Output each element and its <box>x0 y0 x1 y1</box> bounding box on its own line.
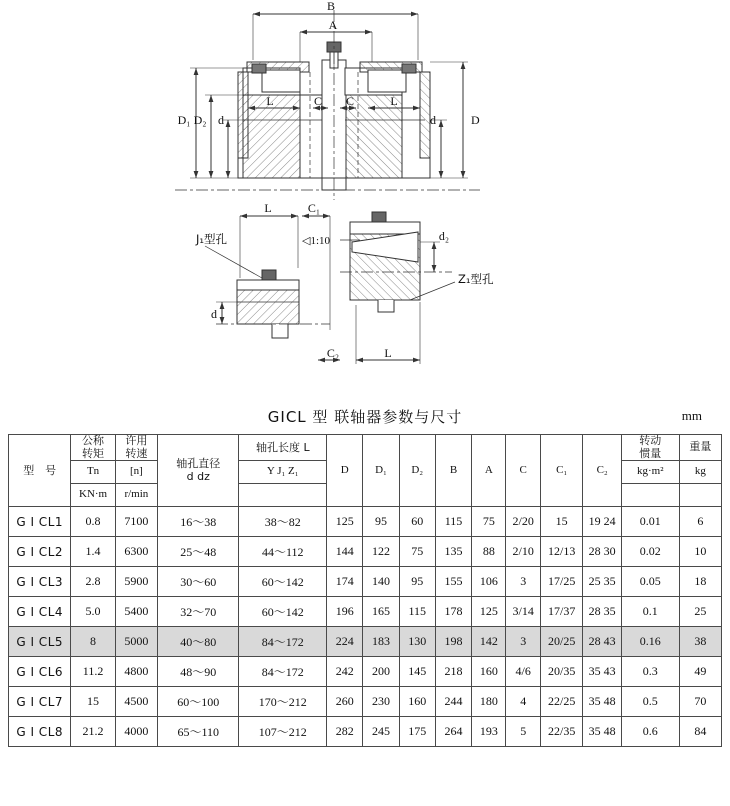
cell-D2: 95 <box>399 567 435 597</box>
label-D2: D₂ <box>193 113 207 127</box>
cell-n: 4000 <box>115 717 157 747</box>
table-row <box>9 687 722 717</box>
label-L-detail-left: L <box>264 201 272 215</box>
table-row <box>9 537 722 567</box>
header-bore-len-sub: Y J₁ Z₁ <box>239 461 327 484</box>
cell-model: G I CL8 <box>9 717 71 747</box>
cell-D1: 140 <box>363 567 399 597</box>
label-D1: D₁ <box>177 113 191 127</box>
cell-Tn: 8 <box>71 627 115 657</box>
cell-B: 264 <box>435 717 471 747</box>
header-C1: C₁ <box>540 435 582 507</box>
cell-n: 4800 <box>115 657 157 687</box>
label-d-detail: d <box>211 307 217 321</box>
cell-inertia: 0.5 <box>621 687 679 717</box>
header-weight-unit: kg <box>679 461 721 484</box>
cell-D2: 130 <box>399 627 435 657</box>
cell-L: 44～112 <box>239 537 327 567</box>
cell-L: 84～172 <box>239 657 327 687</box>
cell-C1: 17/37 <box>540 597 582 627</box>
label-C2: C₂ <box>326 346 340 360</box>
cell-D1: 230 <box>363 687 399 717</box>
cell-weight: 38 <box>679 627 721 657</box>
cell-C: 2/20 <box>506 507 540 537</box>
cell-weight: 10 <box>679 537 721 567</box>
cell-n: 4500 <box>115 687 157 717</box>
header-bore-dia-sym: d dz <box>186 469 210 483</box>
cell-weight: 49 <box>679 657 721 687</box>
cell-model: G I CL5 <box>9 627 71 657</box>
header-B: B <box>435 435 471 507</box>
header-torque-sym: Tn <box>71 461 115 484</box>
cell-model: G I CL1 <box>9 507 71 537</box>
cell-L: 107～212 <box>239 717 327 747</box>
cell-C2: 25 35 <box>583 567 622 597</box>
cell-D2: 60 <box>399 507 435 537</box>
cell-d: 30～60 <box>158 567 239 597</box>
specification-table <box>8 434 722 747</box>
cell-C2: 35 48 <box>583 717 622 747</box>
header-bore-dia <box>158 435 239 507</box>
header-C2: C₂ <box>583 435 622 507</box>
cell-B: 155 <box>435 567 471 597</box>
cell-A: 193 <box>472 717 506 747</box>
header-torque-cn: 公称 转矩 <box>71 435 115 461</box>
cell-C: 4 <box>506 687 540 717</box>
cell-inertia: 0.01 <box>621 507 679 537</box>
cell-C1: 17/25 <box>540 567 582 597</box>
coupling-drawing-svg <box>0 0 730 400</box>
cell-D2: 160 <box>399 687 435 717</box>
cell-d: 32～70 <box>158 597 239 627</box>
header-bore-dia-cn: 轴孔直径 <box>176 457 221 470</box>
unit-label: mm <box>681 408 702 423</box>
cell-n: 6300 <box>115 537 157 567</box>
cell-inertia: 0.3 <box>621 657 679 687</box>
cell-D: 174 <box>327 567 363 597</box>
cell-weight: 70 <box>679 687 721 717</box>
table-body <box>9 507 722 747</box>
cell-inertia: 0.02 <box>621 537 679 567</box>
cell-C: 3/14 <box>506 597 540 627</box>
cell-C2: 28 30 <box>583 537 622 567</box>
label-z1-hole: Z₁型孔 <box>458 272 494 286</box>
label-j1-hole: J₁型孔 <box>196 232 228 246</box>
cell-Tn: 11.2 <box>71 657 115 687</box>
label-d2-detail: d₂ <box>438 229 450 243</box>
label-taper: ◁1:10 <box>301 235 330 247</box>
cell-Tn: 1.4 <box>71 537 115 567</box>
cell-D1: 122 <box>363 537 399 567</box>
cell-D1: 95 <box>363 507 399 537</box>
cell-B: 244 <box>435 687 471 717</box>
cell-Tn: 2.8 <box>71 567 115 597</box>
cell-D: 242 <box>327 657 363 687</box>
cell-weight: 6 <box>679 507 721 537</box>
cell-A: 180 <box>472 687 506 717</box>
cell-B: 178 <box>435 597 471 627</box>
cell-C: 3 <box>506 567 540 597</box>
cell-D2: 175 <box>399 717 435 747</box>
table-row <box>9 627 722 657</box>
label-C1: C₁ <box>307 201 321 215</box>
cell-A: 125 <box>472 597 506 627</box>
header-inertia-unit: kg·m² <box>621 461 679 484</box>
cell-inertia: 0.16 <box>621 627 679 657</box>
cell-C1: 22/35 <box>540 717 582 747</box>
cell-C1: 22/25 <box>540 687 582 717</box>
cell-inertia: 0.1 <box>621 597 679 627</box>
cell-A: 142 <box>472 627 506 657</box>
header-D2: D₂ <box>399 435 435 507</box>
cell-d: 65～110 <box>158 717 239 747</box>
cell-d: 16～38 <box>158 507 239 537</box>
cell-L: 60～142 <box>239 597 327 627</box>
cell-Tn: 15 <box>71 687 115 717</box>
cell-d: 25～48 <box>158 537 239 567</box>
cell-model: G I CL2 <box>9 537 71 567</box>
label-D: D <box>471 113 480 127</box>
cell-C2: 35 48 <box>583 687 622 717</box>
cell-weight: 84 <box>679 717 721 747</box>
cell-C1: 20/35 <box>540 657 582 687</box>
header-D1: D₁ <box>363 435 399 507</box>
cell-weight: 25 <box>679 597 721 627</box>
cell-inertia: 0.6 <box>621 717 679 747</box>
cell-A: 106 <box>472 567 506 597</box>
cell-A: 88 <box>472 537 506 567</box>
cell-L: 170～212 <box>239 687 327 717</box>
table-row <box>9 597 722 627</box>
header-bore-len-group: 轴孔长度 L <box>239 435 327 461</box>
cell-C: 3 <box>506 627 540 657</box>
cell-n: 5000 <box>115 627 157 657</box>
table-row <box>9 717 722 747</box>
header-spacer-3 <box>679 484 721 507</box>
header-torque-unit: KN·m <box>71 484 115 507</box>
table-title: GICL 型 联轴器参数与尺寸 <box>267 408 463 426</box>
cell-D: 224 <box>327 627 363 657</box>
label-B: B <box>326 0 336 13</box>
cell-model: G I CL4 <box>9 597 71 627</box>
header-speed-cn: 许用 转速 <box>115 435 157 461</box>
cell-D1: 165 <box>363 597 399 627</box>
header-D: D <box>327 435 363 507</box>
cell-model: G I CL6 <box>9 657 71 687</box>
cell-n: 5900 <box>115 567 157 597</box>
cell-d: 48～90 <box>158 657 239 687</box>
cell-n: 7100 <box>115 507 157 537</box>
table-row <box>9 567 722 597</box>
cell-C: 5 <box>506 717 540 747</box>
cell-inertia: 0.05 <box>621 567 679 597</box>
table-row <box>9 657 722 687</box>
cell-C2: 19 24 <box>583 507 622 537</box>
cell-C1: 15 <box>540 507 582 537</box>
cell-C2: 28 43 <box>583 627 622 657</box>
cell-C1: 12/13 <box>540 537 582 567</box>
header-speed-sym: [n] <box>115 461 157 484</box>
cell-C: 4/6 <box>506 657 540 687</box>
label-C-right: C <box>345 94 355 108</box>
table-title-row <box>0 400 730 434</box>
header-C: C <box>506 435 540 507</box>
cell-d: 60～100 <box>158 687 239 717</box>
cell-A: 75 <box>472 507 506 537</box>
header-inertia-cn: 转动 惯量 <box>621 435 679 461</box>
cell-L: 84～172 <box>239 627 327 657</box>
label-A: A <box>328 18 338 32</box>
cell-B: 218 <box>435 657 471 687</box>
cell-C1: 20/25 <box>540 627 582 657</box>
cell-B: 115 <box>435 507 471 537</box>
cell-D1: 200 <box>363 657 399 687</box>
header-weight-cn: 重量 <box>679 435 721 461</box>
cell-B: 135 <box>435 537 471 567</box>
cell-B: 198 <box>435 627 471 657</box>
cell-L: 38～82 <box>239 507 327 537</box>
cell-D2: 145 <box>399 657 435 687</box>
cell-D: 282 <box>327 717 363 747</box>
label-d-right: d <box>430 113 436 127</box>
cell-model: G I CL3 <box>9 567 71 597</box>
cell-D2: 115 <box>399 597 435 627</box>
table-row <box>9 507 722 537</box>
cell-C: 2/10 <box>506 537 540 567</box>
header-speed-unit: r/min <box>115 484 157 507</box>
header-model: 型 号 <box>9 435 71 507</box>
header-spacer-2 <box>621 484 679 507</box>
cell-d: 40～80 <box>158 627 239 657</box>
cell-D2: 75 <box>399 537 435 567</box>
label-L-detail-right: L <box>384 346 392 360</box>
cell-C2: 28 35 <box>583 597 622 627</box>
cell-model: G I CL7 <box>9 687 71 717</box>
cell-D: 144 <box>327 537 363 567</box>
cell-D1: 183 <box>363 627 399 657</box>
cell-D: 260 <box>327 687 363 717</box>
cell-D: 125 <box>327 507 363 537</box>
cell-Tn: 5.0 <box>71 597 115 627</box>
cell-D: 196 <box>327 597 363 627</box>
cell-Tn: 21.2 <box>71 717 115 747</box>
cell-A: 160 <box>472 657 506 687</box>
cell-weight: 18 <box>679 567 721 597</box>
table-header <box>9 435 722 507</box>
cell-n: 5400 <box>115 597 157 627</box>
header-row-1 <box>9 435 722 461</box>
technical-drawing <box>0 0 730 400</box>
label-L-left: L <box>266 94 274 108</box>
header-A: A <box>472 435 506 507</box>
cell-C2: 35 43 <box>583 657 622 687</box>
header-spacer-1 <box>239 484 327 507</box>
cell-L: 60～142 <box>239 567 327 597</box>
label-d-left: d <box>218 113 224 127</box>
label-L-right: L <box>390 94 398 108</box>
cell-Tn: 0.8 <box>71 507 115 537</box>
cell-D1: 245 <box>363 717 399 747</box>
label-C-left: C <box>313 94 323 108</box>
